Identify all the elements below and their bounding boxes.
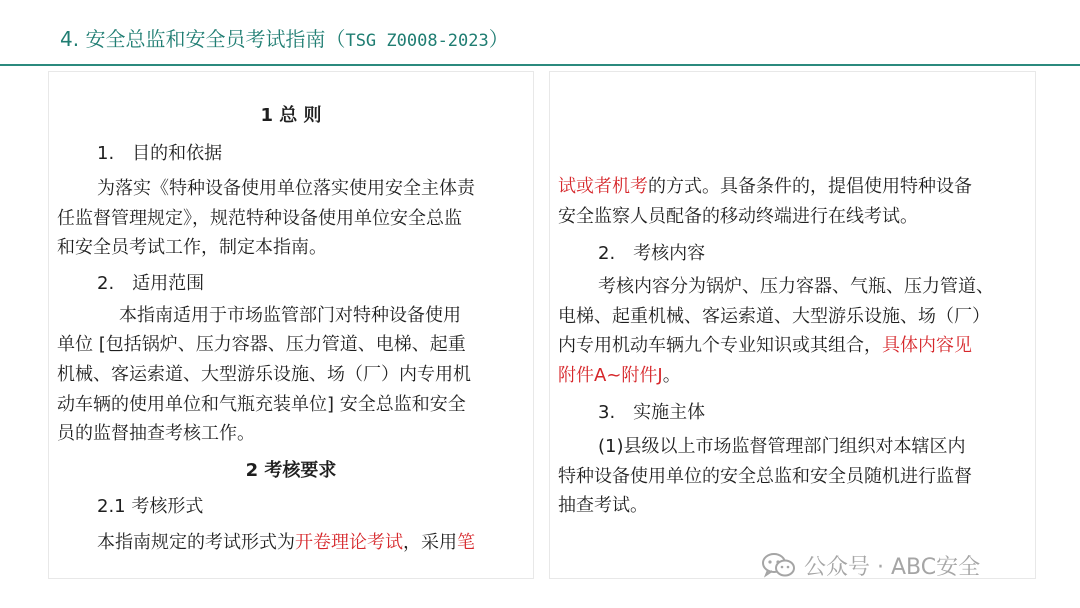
- item-purpose-heading: 1. 目的和依据: [97, 143, 223, 164]
- text-span: ，采用: [403, 532, 457, 553]
- slide-title: [60, 23, 509, 52]
- paragraph-line: (1)县级以上市场监督管理部门组织对本辖区内: [598, 436, 966, 457]
- paragraph-line: 特种设备使用单位的安全总监和安全员随机进行监督: [558, 466, 972, 487]
- title-code: TSG Z0008-2023: [345, 31, 489, 51]
- text-span: 本指南规定的考试形式为: [97, 532, 295, 553]
- wechat-icon: [760, 551, 796, 579]
- section-title-general: 1 总 则: [260, 105, 322, 126]
- item-content-heading: 2. 考核内容: [598, 243, 706, 264]
- slide-header: [0, 0, 1080, 66]
- paragraph-line: 本指南适用于市场监管部门对特种设备使用: [119, 305, 461, 326]
- paragraph-line: 为落实《特种设备使用单位落实使用安全主体责: [97, 178, 475, 199]
- text-span: 的方式。具备条件的，提倡使用特种设备: [648, 176, 972, 197]
- paragraph-line: [558, 172, 972, 198]
- paragraph-line: [97, 528, 475, 554]
- title-text: 4. 安全总监和安全员考试指南（: [60, 27, 346, 51]
- paragraph-line: 抽查考试。: [558, 495, 648, 516]
- paragraph-line: 单位 [包括锅炉、压力容器、压力管道、电梯、起重: [57, 334, 466, 355]
- highlight-text: 具体内容见: [882, 335, 972, 356]
- paragraph-line: 和安全员考试工作，制定本指南。: [57, 237, 327, 258]
- text-span: 。: [662, 365, 681, 386]
- item-form-heading: 2.1 考核形式: [97, 496, 204, 517]
- item-subject-heading: 3. 实施主体: [598, 402, 706, 423]
- paragraph-line: [558, 361, 681, 387]
- section-title-requirements: 2 考核要求: [245, 460, 337, 481]
- paragraph-line: 动车辆的使用单位和气瓶充装单位] 安全总监和安全: [57, 394, 466, 415]
- highlight-text: 开卷理论考试: [295, 532, 403, 553]
- paragraph-line: 员的监督抽查考核工作。: [57, 423, 255, 444]
- paragraph-line: 电梯、起重机械、客运索道、大型游乐设施、场（厂）: [558, 306, 990, 327]
- left-panel: [48, 71, 534, 579]
- paragraph-line: [558, 331, 972, 357]
- watermark: [760, 550, 980, 580]
- paragraph-line: 考核内容分为锅炉、压力容器、气瓶、压力管道、: [598, 276, 994, 297]
- text-span: 内专用机动车辆九个专业知识或其组合，: [558, 335, 882, 356]
- highlight-text: 附件A~附件J: [558, 365, 663, 386]
- watermark-text: 公众号 · ABC安全: [804, 554, 981, 580]
- right-panel: [549, 71, 1036, 579]
- paragraph-line: 任监督管理规定》，规范特种设备使用单位安全总监: [57, 208, 462, 229]
- paragraph-line: 机械、客运索道、大型游乐设施、场（厂）内专用机: [57, 364, 471, 385]
- highlight-text: 笔: [457, 532, 475, 553]
- highlight-text: 试或者机考: [558, 176, 648, 197]
- item-scope-heading: 2. 适用范围: [97, 273, 205, 294]
- title-close: ）: [488, 27, 509, 51]
- paragraph-line: 安全监察人员配备的移动终端进行在线考试。: [558, 206, 918, 227]
